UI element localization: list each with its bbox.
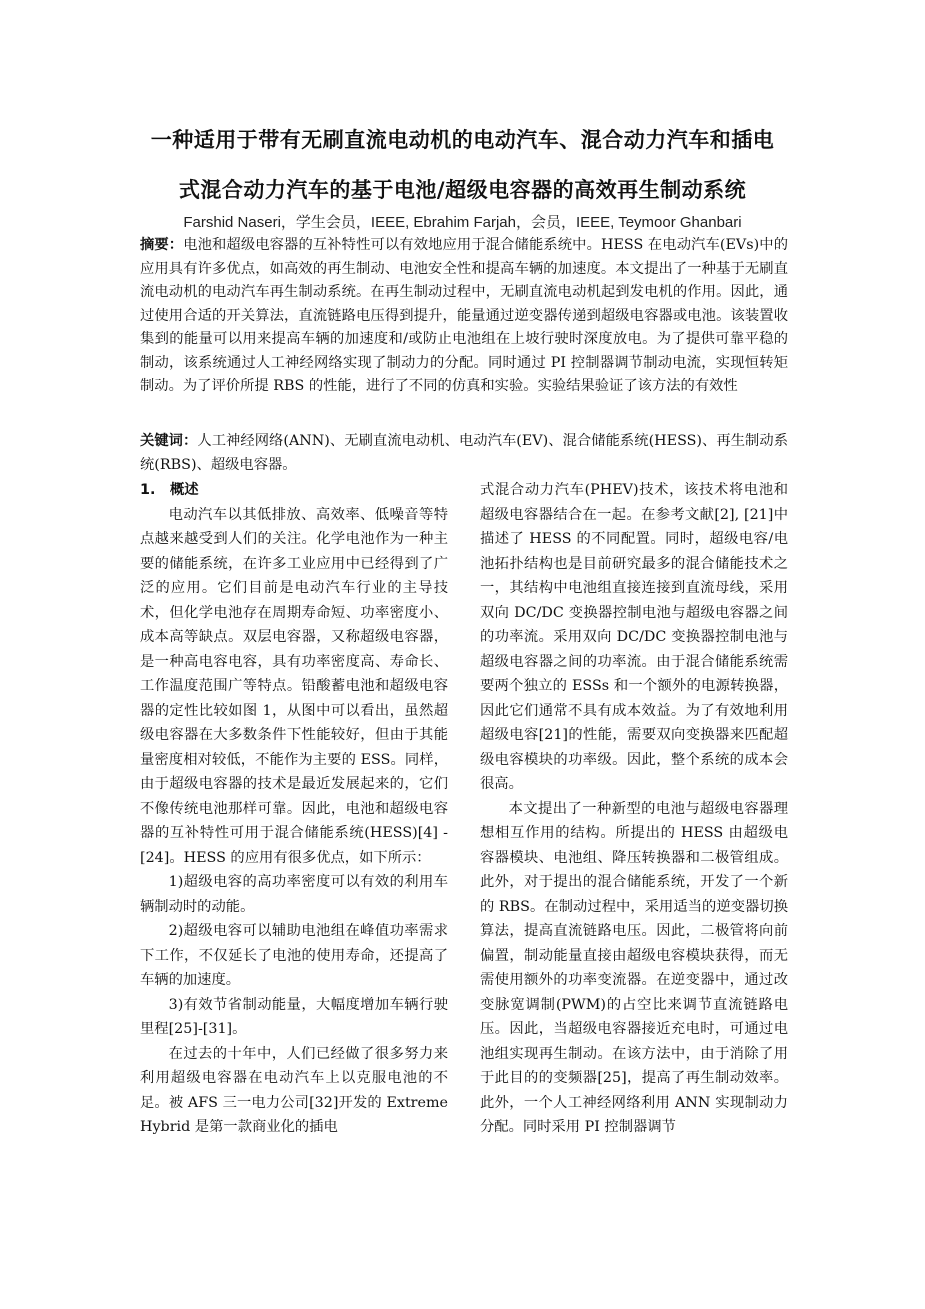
right-column (480, 478, 788, 1140)
keywords-text: 人工神经网络(ANN)、无刷直流电动机、电动汽车(EV)、混合储能系统(HESS)、再生制动系统(RBS)、超级电容器。 (140, 433, 789, 473)
paragraph: 本文提出了一种新型的电池与超级电容器理想相互作用的结构。所提出的 HESS 由超级电容器模块、电池组、降压转换器和二极管组成。此外，对于提出的混合储能系统，开发了一个新的 RBS。在制动过程中，采用适当的逆变器切换算法，提高直流链路电压。因此，二极管将向前偏置，制动能量直接由超级电容模块获得，而无需使用额外的功率变流器。在逆变器中，通过改变脉宽调制(PWM)的占空比来调节直流链路电压。因此，当超级电容器接近充电时，可通过电池组实现再生制动。在该方法中，由于消除了用于此目的的变频器[25]，提高了再生制动效率。此外，一个人工神经网络利用 ANN 实现制动力分配。同时采用 PI 控制器调节 (480, 800, 788, 1135)
list-item: 3)有效节省制动能量，大幅度增加车辆行驶里程[25]-[31]。 (140, 996, 448, 1037)
left-column (140, 478, 448, 1140)
section-number: 1. (140, 482, 156, 498)
paper-title-line-1: 一种适用于带有无刷直流电动机的电动汽车、混合动力汽车和插电 (150, 128, 775, 152)
abstract-label: 摘要： (140, 237, 184, 253)
paragraph: 在过去的十年中，人们已经做了很多努力来利用超级电容器在电动汽车上以克服电池的不足。被 AFS 三一电力公司[32]开发的 Extreme Hybrid 是第一款商业化的插电 (140, 1045, 448, 1135)
keywords-label: 关键词： (140, 433, 198, 449)
list-item: 1)超级电容的高功率密度可以有效的利用车辆制动时的动能。 (140, 874, 448, 915)
paragraph: 式混合动力汽车(PHEV)技术，该技术将电池和超级电容器结合在一起。在参考文献[2], [21]中描述了 HESS 的不同配置。同时，超级电容/电池拓扑结构也是目前研究最多的混合储能技术之一，其结构中电池组直接连接到直流母线，采用双向 DC/DC 变换器控制电池与超级电容器之间的功率流。采用双向 DC/DC 变换器控制电池与超级电容器之间的功率流。由于混合储能系统需要两个独立的 ESSs 和一个额外的电源转换器，因此它们通常不具有成本效益。为了有效地利用超级电容[21]的性能，需要双向变换器来匹配超级电容模块的功率级。因此，整个系统的成本会很高。 (480, 482, 788, 792)
section-heading (140, 478, 448, 503)
list-item: 2)超级电容可以辅助电池组在峰值功率需求下工作，不仅延长了电池的使用寿命，还提高了车辆的加速度。 (140, 923, 448, 988)
section-title: 概述 (170, 482, 199, 498)
paragraph: 电动汽车以其低排放、高效率、低噪音等特点越来越受到人们的关注。化学电池作为一种主要的储能系统，在许多工业应用中已经得到了广泛的应用。它们目前是电动汽车行业的主导技术，但化学电池存在周期寿命短、功率密度小、成本高等缺点。双层电容器，又称超级电容器，是一种高电容电容，具有功率密度高、寿命长、工作温度范围广等特点。铅酸蓄电池和超级电容器的定性比较如图 1，从图中可以看出，虽然超级电容器在大多数条件下性能较好，但由于其能量密度相对较低，不能作为主要的 ESS。同样，由于超级电容器的技术是最近发展起来的，它们不像传统电池那样可靠。因此，电池和超级电容器的互补特性可用于混合储能系统(HESS)[4] -[24]。HESS 的应用有很多优点，如下所示： (140, 506, 448, 866)
keywords (140, 430, 788, 477)
abstract-text: 电池和超级电容器的互补特性可以有效地应用于混合储能系统中。HESS 在电动汽车(EVs)中的应用具有许多优点，如高效的再生制动、电池安全性和提高车辆的加速度。本文提出了一种基于无刷直流电动机的电动汽车再生制动系统。在再生制动过程中，无刷直流电动机起到发电机的作用。因此，通过使用合适的开关算法，直流链路电压得到提升，能量通过逆变器传递到超级电容器或电池。该装置收集到的能量可以用来提高车辆的加速度和/或防止电池组在上坡行驶时深度放电。为了提供可靠平稳的制动，该系统通过人工神经网络实现了制动力的分配。同时通过 PI 控制器调节制动电流，实现恒转矩制动。为了评价所提 RBS 的性能，进行了不同的仿真和实验。实验结果验证了该方法的有效性 (140, 237, 788, 394)
abstract (140, 234, 788, 399)
paper-title-line-2: 式混合动力汽车的基于电池/超级电容器的高效再生制动系统 (178, 178, 747, 202)
author-list: Farshid Naseri，学生会员，IEEE, Ebrahim Farjah，会员，IEEE, Teymoor Ghanbari (183, 214, 742, 231)
